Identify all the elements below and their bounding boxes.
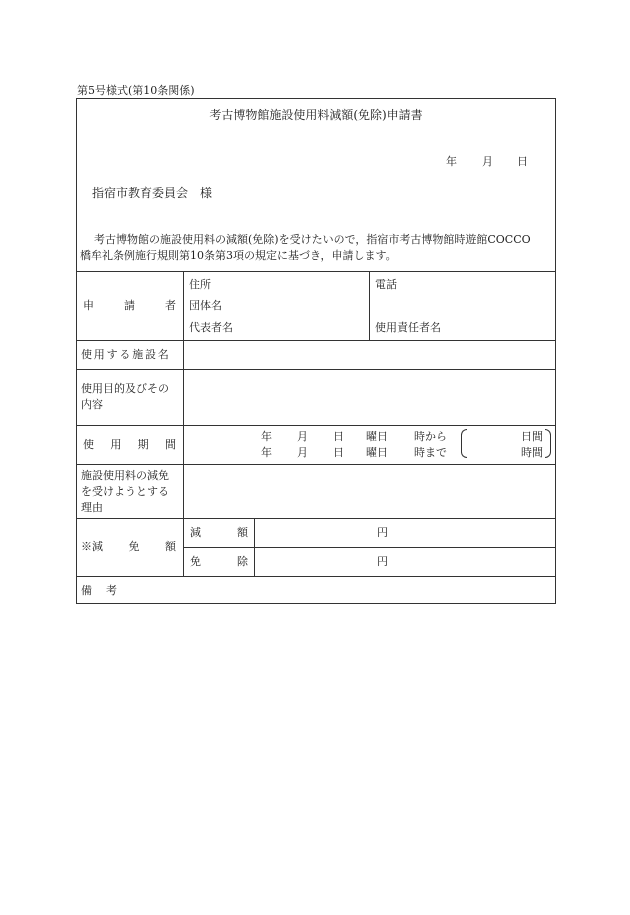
- reason-label-line2: を受けようとする: [81, 485, 169, 498]
- date-month: 月: [482, 155, 493, 168]
- body-text-line2: 橋牟礼条例施行規則第10条第3項の規定に基づき，申請します。: [80, 249, 397, 262]
- left-bracket-icon: [461, 429, 467, 458]
- form-title: 考古博物館施設使用料減額(免除)申請書: [209, 108, 423, 122]
- period-hours-unit: 時間: [521, 446, 543, 459]
- period-from-day: 日: [333, 430, 344, 443]
- organization-label: 団体名: [189, 299, 222, 312]
- phone-label: 電話: [375, 278, 397, 291]
- reduction-label: ※減 免 額: [81, 540, 176, 553]
- applicant-label: 申 請 者: [83, 299, 176, 312]
- representative-label: 代表者名: [189, 321, 233, 334]
- period-to-month: 月: [297, 446, 308, 459]
- reason-label-line3: 理由: [81, 501, 103, 514]
- period-to-day: 日: [333, 446, 344, 459]
- period-label: 使 用 期 間: [83, 438, 176, 451]
- responsible-person-label: 使用責任者名: [375, 321, 441, 334]
- address-label: 住所: [189, 278, 211, 291]
- date-year: 年: [446, 155, 457, 168]
- period-to-year: 年: [261, 446, 272, 459]
- reduce-yen-unit: 円: [377, 526, 388, 539]
- right-bracket-icon: [545, 429, 551, 458]
- period-from-time: 時から: [414, 430, 447, 443]
- remarks-label: 備 考: [81, 584, 117, 597]
- exempt-label: 免 除: [190, 555, 248, 568]
- body-text-line1: 考古博物館の施設使用料の減額(免除)を受けたいので，指宿市考古博物館時遊館COCCO: [94, 233, 531, 246]
- period-to-time: 時まで: [414, 446, 447, 459]
- purpose-label-line1: 使用目的及びその: [81, 382, 169, 395]
- exempt-yen-unit: 円: [377, 555, 388, 568]
- period-days-unit: 日間: [521, 430, 543, 443]
- purpose-label-line2: 内容: [81, 398, 103, 411]
- reason-label-line1: 施設使用料の減免: [81, 469, 169, 482]
- period-from-year: 年: [261, 430, 272, 443]
- form-number: 第5号様式(第10条関係): [77, 84, 195, 97]
- addressee: 指宿市教育委員会 様: [92, 186, 213, 200]
- period-from-weekday: 曜日: [366, 430, 388, 443]
- date-day: 日: [517, 155, 528, 168]
- period-to-weekday: 曜日: [366, 446, 388, 459]
- period-from-month: 月: [297, 430, 308, 443]
- facility-label: 使用する施設名: [81, 348, 171, 361]
- reduce-amount-label: 減 額: [190, 526, 248, 539]
